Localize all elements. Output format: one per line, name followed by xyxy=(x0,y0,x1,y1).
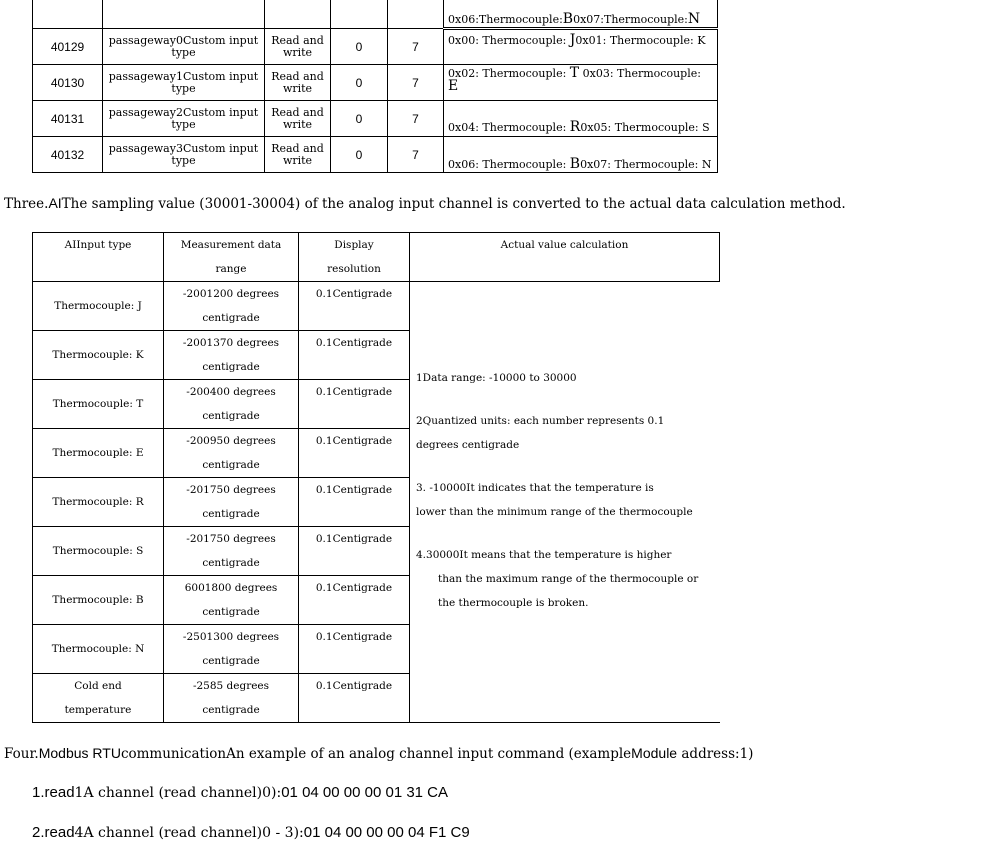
input-type-cell: Thermocouple: R xyxy=(33,478,164,527)
range-cell: 6001800 degrees centigrade xyxy=(164,576,299,625)
register-address: 40130 xyxy=(33,65,103,101)
input-type-cell: Thermocouple: J xyxy=(33,282,164,331)
register-max: 7 xyxy=(388,101,444,137)
resolution-cell: 0.1Centigrade xyxy=(299,331,410,380)
register-min: 0 xyxy=(331,29,388,65)
table-row xyxy=(33,137,718,173)
type-code-cell: 0x06:Thermocouple:B0x07:Thermocouple:N xyxy=(444,0,718,29)
register-max: 7 xyxy=(388,65,444,101)
type-code-cell: 0x00: Thermocouple: J0x01: Thermocouple: K xyxy=(444,29,718,65)
register-min: 0 xyxy=(331,101,388,137)
register-max: 7 xyxy=(388,137,444,173)
register-table xyxy=(32,0,718,173)
register-access: Read and write xyxy=(265,29,331,65)
type-code-cell: 0x02: Thermocouple: T 0x03: Thermocouple: E xyxy=(444,65,718,101)
register-address: 40131 xyxy=(33,101,103,137)
input-type-cell: Thermocouple: B xyxy=(33,576,164,625)
range-cell: -2585 degrees centigrade xyxy=(164,674,299,723)
register-min: 0 xyxy=(331,65,388,101)
range-cell: -200950 degrees centigrade xyxy=(164,429,299,478)
register-access: Read and write xyxy=(265,65,331,101)
table-row xyxy=(33,29,718,65)
table-header-row xyxy=(33,233,720,282)
header-input-type: AIInput type xyxy=(33,233,164,282)
register-description: passageway0Custom input type xyxy=(103,29,265,65)
register-address: 40132 xyxy=(33,137,103,173)
register-max: 7 xyxy=(388,29,444,65)
input-type-cell: Thermocouple: T xyxy=(33,380,164,429)
resolution-cell: 0.1Centigrade xyxy=(299,282,410,331)
resolution-cell: 0.1Centigrade xyxy=(299,625,410,674)
range-cell: -200400 degrees centigrade xyxy=(164,380,299,429)
resolution-cell: 0.1Centigrade xyxy=(299,478,410,527)
range-cell: -201750 degrees centigrade xyxy=(164,478,299,527)
section-three-heading: Three.AIThe sampling value (30001-30004) of the analog input channel is converted to the actual data calculation method. xyxy=(4,195,846,212)
input-type-cell: Thermocouple: K xyxy=(33,331,164,380)
range-cell: -2501300 degrees centigrade xyxy=(164,625,299,674)
ai-conversion-table xyxy=(32,232,720,723)
input-type-cell: Thermocouple: N xyxy=(33,625,164,674)
type-code-cell: 0x06: Thermocouple: B0x07: Thermocouple: N xyxy=(444,137,718,173)
input-type-cell: Thermocouple: S xyxy=(33,527,164,576)
table-row xyxy=(33,65,718,101)
register-description: passageway3Custom input type xyxy=(103,137,265,173)
table-row xyxy=(33,282,720,331)
section-four-heading: Four.Modbus RTUcommunicationAn example of an analog channel input command (exampleModule address:1) xyxy=(4,745,754,762)
type-code-cell: 0x04: Thermocouple: R0x05: Thermocouple: S xyxy=(444,101,718,137)
range-cell: -201750 degrees centigrade xyxy=(164,527,299,576)
register-access: Read and write xyxy=(265,101,331,137)
table-row xyxy=(33,101,718,137)
register-min: 0 xyxy=(331,137,388,173)
input-type-cell: Thermocouple: E xyxy=(33,429,164,478)
header-resolution: Display resolution xyxy=(299,233,410,282)
calc-description-cell: 1Data range: -10000 to 30000 2Quantized units: each number represents 0.1 degrees centigrade 3. -10000It indicates that the temperature is lower than the minimum range of the thermocouple 4.30000It means that the temperature is higher than the maximum range of the thermocouple or the thermocouple is broken. xyxy=(410,282,720,723)
resolution-cell: 0.1Centigrade xyxy=(299,674,410,723)
resolution-cell: 0.1Centigrade xyxy=(299,380,410,429)
register-description: passageway1Custom input type xyxy=(103,65,265,101)
header-range: Measurement data range xyxy=(164,233,299,282)
resolution-cell: 0.1Centigrade xyxy=(299,429,410,478)
register-access: Read and write xyxy=(265,137,331,173)
resolution-cell: 0.1Centigrade xyxy=(299,576,410,625)
range-cell: -2001370 degrees centigrade xyxy=(164,331,299,380)
resolution-cell: 0.1Centigrade xyxy=(299,527,410,576)
input-type-cell: Cold end temperature xyxy=(33,674,164,723)
register-description: passageway2Custom input type xyxy=(103,101,265,137)
command-example: 1.read1A channel (read channel)0):01 04 00 00 00 01 31 CA xyxy=(32,784,449,801)
range-cell: -2001200 degrees centigrade xyxy=(164,282,299,331)
register-address: 40129 xyxy=(33,29,103,65)
header-calc: Actual value calculation xyxy=(410,233,720,282)
command-example: 2.read4A channel (read channel)0 - 3):01 04 00 00 00 04 F1 C9 xyxy=(32,824,470,841)
table-row xyxy=(33,0,718,29)
